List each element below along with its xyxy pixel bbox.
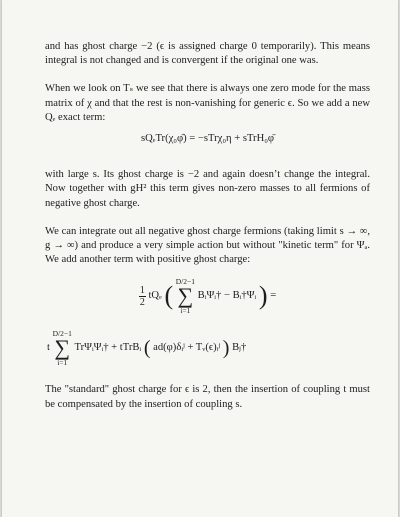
right-paren: ) — [222, 337, 230, 360]
page-content — [45, 40, 370, 412]
equation-positive-ghost-term — [45, 277, 370, 315]
left-paren: ( — [143, 337, 151, 360]
equation-part: TrΨᵢΨᵢ† + tTrBᵢ — [74, 342, 142, 354]
sum-lower-limit: i=1 — [57, 358, 68, 368]
equation-expanded — [45, 329, 370, 367]
sigma-symbol: ∑ — [177, 283, 194, 309]
fraction-one-half — [139, 285, 146, 308]
equation-suffix: Bⱼ† — [232, 342, 247, 354]
equation-prefix: tQₑ — [148, 290, 162, 302]
paragraph-ghost-charge: and has ghost charge −2 (ϵ is assigned charge 0 temporarily). This means integral is not changed and is convergent if the original one was. — [45, 41, 370, 67]
paragraph-zero-mode: When we look on Tₛ we see that there is always one zero mode for the mass matrix of χ and that the rest is non-vanishing for generic ϵ. So we add a new Qₑ exact term: — [45, 83, 370, 123]
right-paren: ) — [258, 281, 268, 311]
paragraph-integrate-out: We can integrate out all negative ghost charge fermions (taking limit s → ∞, g → ∞) and produce a very simple action but without "kinetic term" for Ψₐ. We add another term with positive ghost charge: — [45, 225, 370, 266]
sigma-symbol: ∑ — [54, 335, 71, 361]
left-paren: ( — [164, 281, 174, 311]
equation-exact-term: sQₑTr(χ₀φ̄) = −sTrχ₀η + sTrH₀φ̄ — [140, 133, 275, 145]
sum-upper-limit: D/2−1 — [175, 277, 195, 287]
summation — [53, 329, 72, 367]
equation-body: BᵢΨᵢ† − Bᵢ†Ψᵢ — [197, 290, 257, 302]
paragraph-standard-charge: The "standard" ghost charge for ϵ is 2, then the insertion of coupling t must be compensated by the insertion of coupling s. — [45, 384, 370, 410]
fraction-numerator: 1 — [139, 284, 145, 296]
equation-inner: ad(φ)δᵢʲ + Tᵥ(ϵ)ᵢʲ — [153, 342, 221, 354]
page — [2, 0, 398, 517]
paragraph-large-s: with large s. Its ghost charge is −2 and again doesn’t change the integral. Now together with gH² this term gives non-zero masses to all fermions of negative ghost charge. — [45, 169, 370, 209]
equals-sign: = — [270, 290, 277, 302]
fraction-denominator: 2 — [139, 296, 145, 308]
equation-prefix: t — [47, 342, 50, 354]
summation — [176, 277, 195, 315]
sum-lower-limit: i=1 — [180, 306, 191, 316]
sum-upper-limit: D/2−1 — [52, 329, 72, 339]
